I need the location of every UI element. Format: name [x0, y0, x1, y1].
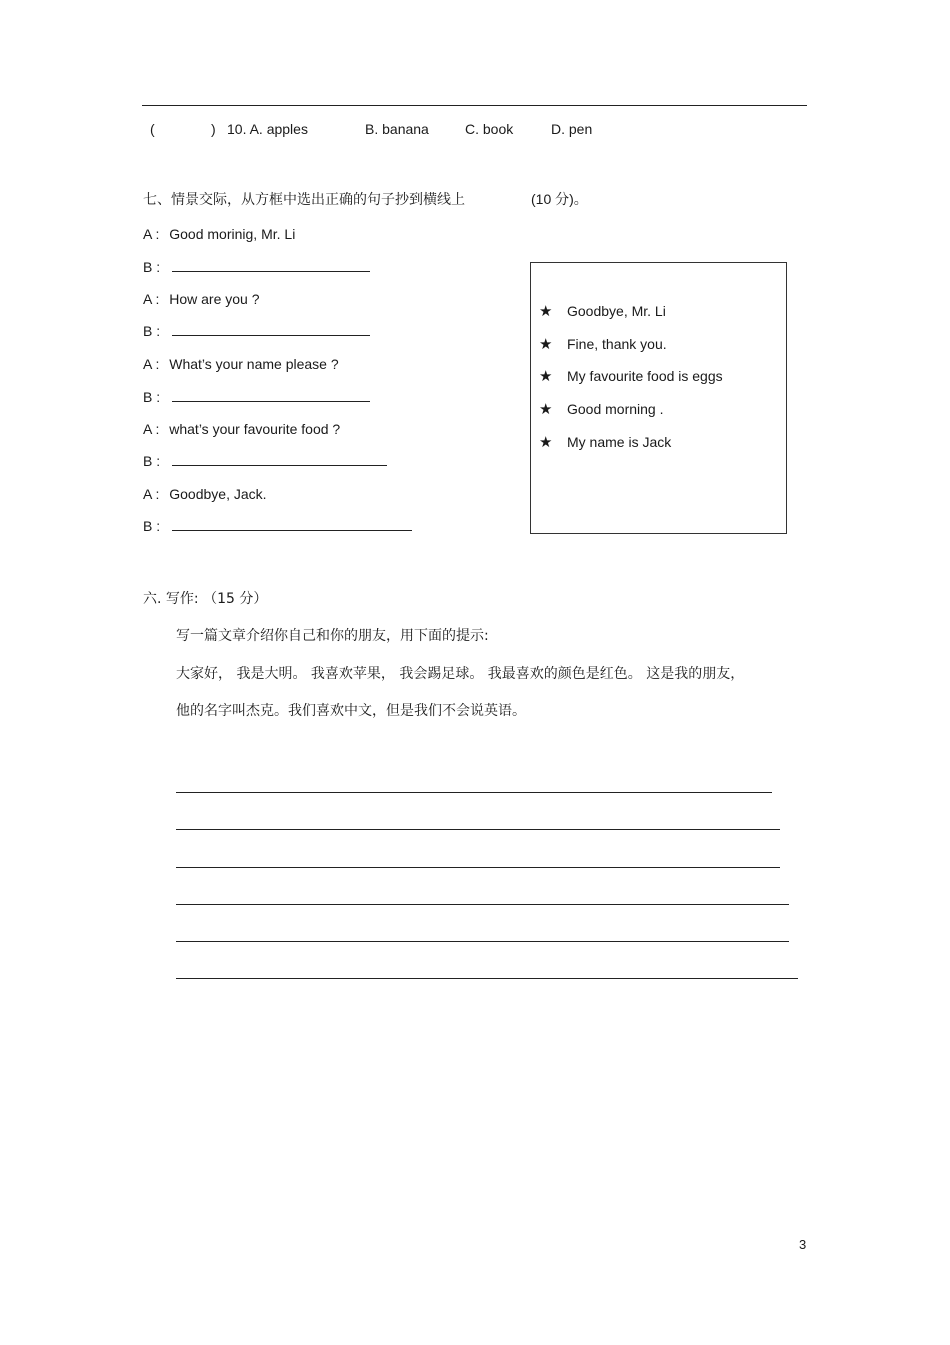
speaker-label: B : — [143, 389, 161, 405]
section-6-title: 六. 写作: （15 分） — [143, 591, 268, 607]
question-10-option-d: D. pen — [551, 121, 593, 137]
dialogue-line — [143, 486, 267, 502]
section-7-score: (10 分)。 — [531, 191, 588, 207]
dialogue-line — [143, 259, 370, 275]
writing-line[interactable] — [176, 867, 780, 868]
speaker-label: B : — [143, 518, 161, 534]
dialogue-text: How are you ? — [169, 291, 260, 307]
top-rule — [142, 105, 807, 106]
option-item — [539, 367, 723, 385]
answer-blank[interactable] — [172, 389, 370, 402]
speaker-label: B : — [143, 453, 161, 469]
speaker-label: A : — [143, 291, 160, 307]
star-icon: ★ — [539, 433, 553, 451]
speaker-label: B : — [143, 323, 161, 339]
option-text: My favourite food is eggs — [567, 368, 723, 384]
dialogue-line — [143, 226, 295, 242]
dialogue-text: what’s your favourite food ? — [169, 421, 341, 437]
option-item — [539, 335, 667, 353]
option-item — [539, 302, 666, 320]
option-text: Goodbye, Mr. Li — [567, 303, 666, 319]
writing-line[interactable] — [176, 941, 789, 942]
answer-blank[interactable] — [172, 518, 412, 531]
options-box — [530, 262, 787, 534]
option-item — [539, 433, 671, 451]
star-icon: ★ — [539, 400, 553, 418]
answer-blank[interactable] — [172, 323, 370, 336]
question-10-option-c: C. book — [465, 121, 514, 137]
writing-line[interactable] — [176, 829, 780, 830]
writing-prompt-line-1: 大家好， 我是大明。 我喜欢苹果， 我会踢足球。 我最喜欢的颜色是红色。 这是我的朋友， — [176, 666, 745, 682]
dialogue-line — [143, 323, 370, 339]
speaker-label: A : — [143, 421, 160, 437]
answer-blank[interactable] — [172, 259, 370, 272]
answer-blank[interactable] — [172, 453, 387, 466]
writing-line[interactable] — [176, 792, 772, 793]
dialogue-line — [143, 356, 339, 372]
dialogue-line — [143, 518, 412, 534]
dialogue-line — [143, 291, 260, 307]
option-text: Fine, thank you. — [567, 336, 667, 352]
speaker-label: A : — [143, 226, 160, 242]
star-icon: ★ — [539, 302, 553, 320]
option-item — [539, 400, 664, 418]
writing-line[interactable] — [176, 978, 798, 979]
answer-paren-open: ( — [150, 121, 155, 137]
page-number: 3 — [799, 1237, 807, 1252]
answer-paren-close: ) — [211, 121, 216, 137]
section-7-title: 七、情景交际，从方框中选出正确的句子抄到横线上 — [143, 192, 465, 208]
star-icon: ★ — [539, 367, 553, 385]
dialogue-text: Goodbye, Jack. — [169, 486, 267, 502]
speaker-label: A : — [143, 356, 160, 372]
dialogue-line — [143, 389, 370, 405]
dialogue-line — [143, 421, 340, 437]
dialogue-line — [143, 453, 387, 469]
question-10-option-a: 10. A. apples — [227, 121, 308, 137]
star-icon: ★ — [539, 335, 553, 353]
speaker-label: B : — [143, 259, 161, 275]
option-text: Good morning . — [567, 401, 664, 417]
dialogue-text: What’s your name please ? — [169, 356, 339, 372]
dialogue-text: Good morinig, Mr. Li — [169, 226, 296, 242]
question-10-option-b: B. banana — [365, 121, 429, 137]
writing-prompt-line-2: 他的名字叫杰克。我们喜欢中文，但是我们不会说英语。 — [176, 703, 526, 719]
writing-line[interactable] — [176, 904, 789, 905]
option-text: My name is Jack — [567, 434, 672, 450]
speaker-label: A : — [143, 486, 160, 502]
writing-instruction: 写一篇文章介绍你自己和你的朋友，用下面的提示: — [176, 628, 489, 644]
